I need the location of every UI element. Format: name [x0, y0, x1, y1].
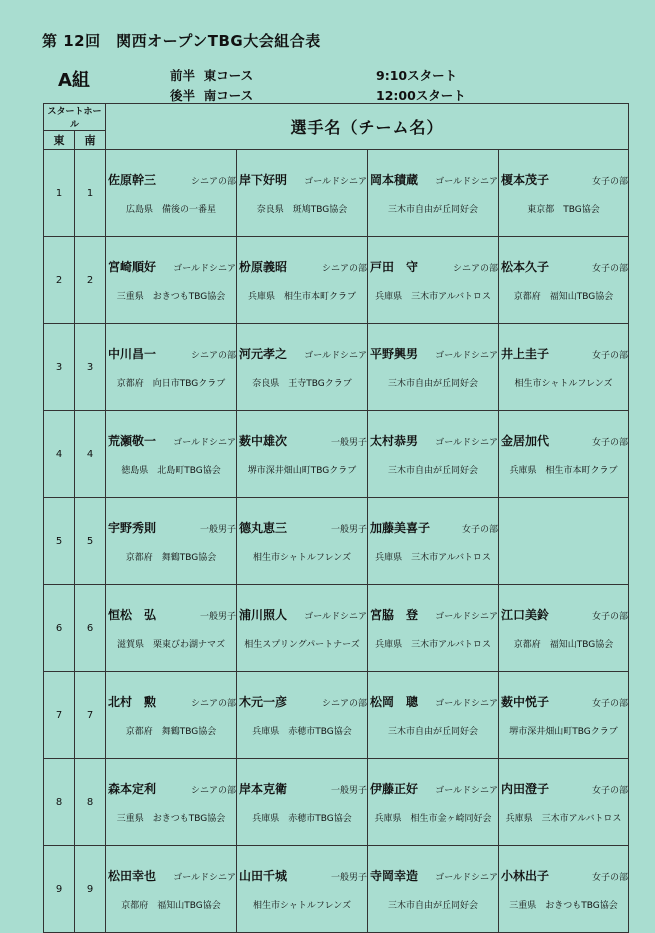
player-name: 松田幸也 [108, 869, 157, 883]
east-hole-number: 2 [44, 237, 75, 324]
player-cell [237, 672, 368, 759]
player-team: 三木市自由が丘同好会 [388, 379, 479, 389]
player-team: 奈良県 王寺TBGクラブ [252, 379, 352, 389]
player-name: 榎本茂子 [501, 173, 550, 187]
player-team: 京都府 舞鶴TBG協会 [125, 553, 217, 563]
player-category: 女子の部 [592, 351, 629, 361]
east-hole-number: 1 [44, 150, 75, 237]
player-category: 一般男子 [200, 525, 237, 535]
player-cell [106, 237, 237, 324]
player-name: 薮中悦子 [501, 695, 550, 709]
player-category: ゴールドシニア [304, 177, 368, 187]
player-team: 相生市シャトルフレンズ [514, 379, 613, 389]
player-cell [499, 672, 629, 759]
course-label: 東コース [203, 68, 254, 83]
course-label: 南コース [203, 88, 254, 103]
player-name: 江口美鈴 [501, 608, 550, 622]
player-category: 女子の部 [592, 438, 629, 448]
player-cell [237, 150, 368, 237]
east-hole-number: 9 [44, 846, 75, 933]
south-hole-number: 9 [75, 846, 106, 933]
player-name: 井上圭子 [501, 347, 550, 361]
south-hole-number: 4 [75, 411, 106, 498]
player-team: 相生スプリングパートナーズ [244, 640, 360, 650]
player-category: 一般男子 [331, 525, 368, 535]
player-cell [368, 237, 499, 324]
player-cell [237, 759, 368, 846]
player-name: 山田千城 [239, 869, 288, 883]
player-cell [368, 498, 499, 585]
player-cell [106, 759, 237, 846]
player-cell [237, 324, 368, 411]
player-name: 松本久子 [501, 260, 550, 274]
player-name: 薮中雄次 [239, 434, 288, 448]
table-row [44, 411, 629, 498]
player-name: 岸下好明 [239, 173, 288, 187]
player-team: 京都府 福知山TBG協会 [121, 901, 221, 911]
player-cell [237, 237, 368, 324]
player-category: ゴールドシニア [173, 873, 237, 883]
player-category: ゴールドシニア [435, 351, 499, 361]
player-name: 宮脇 登 [370, 608, 419, 622]
player-category: 女子の部 [592, 177, 629, 187]
player-team: 兵庫県 三木市アルバトロス [375, 292, 491, 302]
player-team: 兵庫県 相生市本町クラブ [509, 466, 618, 476]
player-team: 相生市シャトルフレンズ [253, 901, 351, 911]
table-row [44, 759, 629, 846]
player-team: 東京都 TBG協会 [527, 205, 600, 215]
player-category: ゴールドシニア [435, 177, 499, 187]
player-name: 太村恭男 [370, 434, 419, 448]
player-team: 広島県 備後の一番星 [126, 205, 217, 215]
table-row [44, 498, 629, 585]
player-name: 浦川照人 [239, 608, 288, 622]
player-cell [499, 759, 629, 846]
player-cell [499, 411, 629, 498]
table-row [44, 585, 629, 672]
player-cell [106, 150, 237, 237]
player-category: ゴールドシニア [173, 438, 237, 448]
player-name: 恒松 弘 [108, 608, 157, 622]
player-name: 岡本積蔵 [370, 173, 419, 187]
player-cell [106, 498, 237, 585]
player-team: 三木市自由が丘同好会 [388, 205, 479, 215]
player-cell [499, 846, 629, 933]
player-team: 兵庫県 三木市アルバトロス [375, 640, 491, 650]
player-cell [106, 411, 237, 498]
player-team: 三木市自由が丘同好会 [388, 727, 479, 737]
table-row [44, 237, 629, 324]
player-name: 岸本克衛 [239, 782, 288, 796]
schedule-second-half [170, 86, 253, 104]
player-cell [368, 150, 499, 237]
player-category: ゴールドシニア [435, 612, 499, 622]
player-cell [368, 324, 499, 411]
player-cell [237, 498, 368, 585]
player-cell [499, 324, 629, 411]
player-name: 寺岡幸造 [370, 869, 419, 883]
player-cell [237, 846, 368, 933]
south-hole-number: 2 [75, 237, 106, 324]
player-name: 荒瀬敬一 [108, 434, 157, 448]
south-hole-number: 6 [75, 585, 106, 672]
player-category: 女子の部 [592, 786, 629, 796]
player-team: 京都府 舞鶴TBG協会 [125, 727, 217, 737]
table-row [44, 324, 629, 411]
player-category: 女子の部 [592, 264, 629, 274]
table-row [44, 672, 629, 759]
player-team: 京都府 向日市TBGクラブ [116, 379, 226, 389]
player-name: 河元孝之 [239, 347, 288, 361]
player-name: 加藤美喜子 [370, 521, 431, 535]
start-hole-header: スタートホール [44, 104, 106, 131]
player-team: 京都府 福知山TBG協会 [513, 292, 614, 302]
player-team: 堺市深井畑山町TBGクラブ [509, 727, 618, 737]
east-hole-number: 8 [44, 759, 75, 846]
player-category: 女子の部 [592, 699, 629, 709]
player-category: シニアの部 [191, 699, 237, 709]
player-name: 宇野秀則 [108, 521, 157, 535]
player-name: 木元一彦 [239, 695, 288, 709]
schedule-first-half [170, 66, 253, 84]
player-category: シニアの部 [191, 177, 237, 187]
south-hole-number: 5 [75, 498, 106, 585]
player-category: シニアの部 [322, 699, 368, 709]
player-cell [237, 585, 368, 672]
player-team: 徳島県 北島町TBG協会 [121, 466, 221, 476]
player-category: ゴールドシニア [435, 438, 499, 448]
south-hole-number: 1 [75, 150, 106, 237]
player-cell [368, 846, 499, 933]
players-header: 選手名（チーム名） [106, 104, 629, 150]
player-name: 德丸恵三 [239, 521, 288, 535]
player-category: ゴールドシニア [173, 264, 237, 274]
player-cell [106, 846, 237, 933]
player-team: 滋賀県 栗東びわ湖ナマズ [117, 640, 226, 650]
player-category: ゴールドシニア [304, 351, 368, 361]
player-team: 相生市シャトルフレンズ [253, 553, 351, 563]
player-team: 京都府 福知山TBG協会 [513, 640, 614, 650]
player-name: 金居加代 [501, 434, 550, 448]
player-team: 堺市深井畑山町TBGクラブ [247, 466, 357, 476]
east-header: 東 [44, 131, 75, 150]
south-hole-number: 7 [75, 672, 106, 759]
player-name: 平野興男 [370, 347, 419, 361]
player-cell [368, 672, 499, 759]
player-name: 北村 勲 [108, 695, 157, 709]
player-category: ゴールドシニア [304, 612, 368, 622]
group-label: A組 [58, 70, 90, 91]
player-name: 小林出子 [501, 869, 550, 883]
player-name: 森本定利 [108, 782, 157, 796]
player-cell [368, 759, 499, 846]
half-label: 前半 [170, 68, 196, 83]
player-name: 佐原幹三 [108, 173, 157, 187]
player-name: 宮崎順好 [108, 260, 157, 274]
player-category: 女子の部 [592, 612, 629, 622]
player-cell [368, 585, 499, 672]
player-cell [499, 150, 629, 237]
page-title: 第 12回 関西オープンTBG大会組合表 [42, 32, 321, 50]
player-name: 中川昌一 [108, 347, 157, 361]
player-category: シニアの部 [191, 786, 237, 796]
player-team: 奈良県 斑鳩TBG協会 [256, 205, 348, 215]
south-hole-number: 3 [75, 324, 106, 411]
east-hole-number: 4 [44, 411, 75, 498]
pairings-table [43, 103, 629, 933]
player-cell [499, 585, 629, 672]
player-category: 一般男子 [331, 786, 368, 796]
player-name: 枌原義昭 [239, 260, 288, 274]
player-team: 兵庫県 赤穂市TBG協会 [252, 814, 352, 824]
player-cell [499, 498, 629, 585]
player-name: 内田澄子 [501, 782, 550, 796]
player-cell [106, 324, 237, 411]
south-hole-number: 8 [75, 759, 106, 846]
player-cell [499, 237, 629, 324]
player-team: 三木市自由が丘同好会 [388, 466, 479, 476]
table-row [44, 846, 629, 933]
player-name: 伊藤正好 [370, 782, 419, 796]
player-team: 三木市自由が丘同好会 [388, 901, 479, 911]
player-team: 三重県 おきつもTBG協会 [116, 814, 226, 824]
player-team: 兵庫県 三木市アルバトロス [375, 553, 491, 563]
player-category: 一般男子 [331, 438, 368, 448]
player-category: ゴールドシニア [435, 699, 499, 709]
player-team: 兵庫県 相生市本町クラブ [248, 292, 357, 302]
south-header: 南 [75, 131, 106, 150]
player-team: 三重県 おきつもTBG協会 [116, 292, 226, 302]
table-row [44, 150, 629, 237]
player-category: シニアの部 [453, 264, 499, 274]
start-time-first: 9:10スタート [376, 68, 458, 83]
east-hole-number: 3 [44, 324, 75, 411]
player-cell [237, 411, 368, 498]
start-time-second: 12:00スタート [376, 88, 466, 103]
player-cell [106, 585, 237, 672]
player-team: 兵庫県 三木市アルバトロス [505, 814, 622, 824]
player-team: 兵庫県 相生市金ヶ崎同好会 [374, 814, 492, 824]
player-category: ゴールドシニア [435, 873, 499, 883]
player-category: シニアの部 [191, 351, 237, 361]
player-cell [106, 672, 237, 759]
player-category: 一般男子 [200, 612, 237, 622]
player-cell [368, 411, 499, 498]
east-hole-number: 5 [44, 498, 75, 585]
player-category: ゴールドシニア [435, 786, 499, 796]
player-team: 三重県 おきつもTBG協会 [509, 901, 618, 911]
half-label: 後半 [170, 88, 196, 103]
player-category: 女子の部 [592, 873, 629, 883]
player-category: シニアの部 [322, 264, 368, 274]
player-category: 一般男子 [331, 873, 368, 883]
player-category: 女子の部 [462, 525, 499, 535]
player-team: 兵庫県 赤穂市TBG協会 [252, 727, 352, 737]
east-hole-number: 7 [44, 672, 75, 759]
player-name: 松岡 聰 [370, 695, 419, 709]
east-hole-number: 6 [44, 585, 75, 672]
player-name: 戸田 守 [370, 260, 419, 274]
